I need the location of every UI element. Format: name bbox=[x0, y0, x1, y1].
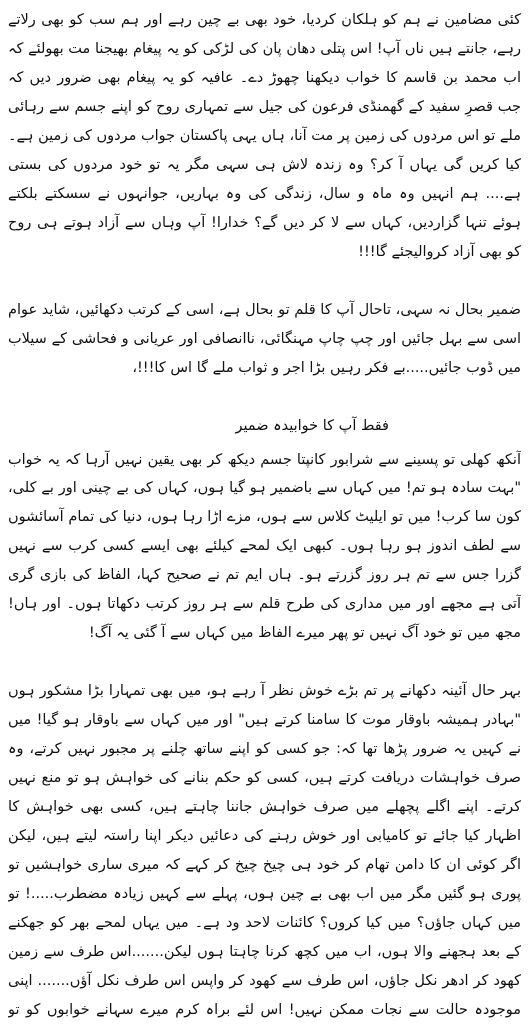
closing-paragraph: میں کہاں جاؤں؟ میں کیا کروں؟ کائنات لاحد ود ہے۔ میں یہاں لمحے بھر کو جھکنے کے بعد ہجھنے والا ہوں، اب میں کچھ کرنا چاہتا ہوں لیکن.......اس طرف سے زمین کھود کر ادھر نکل جاؤں، اس طرف سے کھود کر واپس اس طرف نکل آؤں....... اپنی موجودہ حالت سے نجات ممکن نہیں! اس لئے براہ کرم میرے سہانے خوابوں کو تو bbox=[8, 915, 521, 1018]
intro-line: آنکھ کھلی تو پسینے سے شرابور کانپتا جسم دیکھ کر بھی یقین نہیں آرہا کہ یہ خواب bbox=[8, 452, 521, 468]
conscience-paragraph: ضمیر بحال نہ سہی، تاحال آپ کا قلم تو بحال ہے، اسی کے کرتب دکھائیں، شاید عوام اسی سے بہل جائیں اور چپ چاپ مہنگائی، ناانصافی اور عریانی و فحاشی کے سیلاب میں ڈوب جائیں.....بے فکر رہیں بڑا اجر و ثواب ملے گا اس کا!!!، bbox=[8, 302, 521, 376]
mirror-paragraph: بہر حال آئینہ دکھانے پر تم بڑے خوش نظر آ رہے ہو، میں بھی تمہارا بڑا مشکور ہوں "بہادر ہمیشہ باوقار موت کا سامنا کرتے ہیں" اور میں کہاں سے باوقار ہو گیا! میں نے کہیں یہ ضرور پڑھا تھا کہ: جو کسی کو اپنے ساتھ چلنے پر مجبور نہیں کرتے، وہ صرف خواہشات دریافت کرتے ہیں، کسی کو حکم بنانے کی خواہش ہو تو منع نہیں کرتے۔ اپنے اگلے پچھلے میں صرف خواہش جاننا چاہتے ہیں، کسی بھی خواہش کا اظہار کیا جائے تو کامیابی اور خوش رہنے کی دعائیں دیکر اپنا راستہ لیتے ہیں، لیکن اگر کوئی ان کا دامن تھام کر خود ہی چیخ چیخ کر کہے کہ میری ساری خواہشیں تو پوری ہو گئیں مگر میں اب بھی بے چین ہوں، پہلے سے کہیں زیادہ مضطرب.....! تو bbox=[8, 683, 521, 902]
signature-line: فقط آپ کا خوابیدہ ضمیر bbox=[235, 418, 389, 434]
quote-paragraph: "بہت سادہ ہو تم! میں کہاں سے باضمیر ہو گیا ہوں، کہاں کی بے چینی اور بے کلی، کون سا کرب! میں تو ایلیٹ کلاس سے ہوں، مزے اڑا رہا ہوں، دنیا کی تمام آسائشوں سے لطف اندوز ہو رہا ہوں۔ کبھی ایک لمحے کیلئے بھی ایسے کسی کرب سے نہیں گزرا جس سے تم ہر روز گزرتے ہو۔ ہاں ایم تم نے صحیح کہا، الفاظ کی بازی گری آتی ہے مجھے اور میں مداری کی طرح قلم سے ہر روز کرتب دکھاتا ہوں۔ اور ہاں! مجھ میں تو خود آگ نہیں تو پھر میرے الفاظ میں کہاں سے آ گئی یہ آگ! bbox=[8, 480, 521, 641]
opening-paragraph: کئی مضامین نے ہم کو ہلکان کردیا، خود بھی بے چین رہے اور ہم سب کو بھی رلاتے رہے، جانتے ہیں ناں آپ! اس پتلی دھان پان کی لڑکی کو یہ پیغام بھیجنا مت بھولئے کہ اب محمد بن قاسم کا خواب دیکھنا چھوڑ دے۔ عافیہ کو یہ پیغام بھی ضرور دیں کہ جب قصرِ سفید کے گھمنڈی فرعون کی جیل سے تمہاری روح کو اپنے جسم سے رہائی ملے تو اس مردوں کی زمین پر مت آنا، ہاں یہی پاکستان جواب مردوں کی زمین ہے۔ کیا کریں گی یہاں آ کر؟ وہ زندہ لاش ہی سہی مگر یہ تو خود مردوں کی بستی ہے.... ہم انہیں وہ ماہ و سال، زندگی کی وہ بہاریں، جوانہوں نے سسکتے بلکتے ہوئے تنہا گزاردیں، کہاں سے لا کر دیں گے؟ خدارا! آپ وہاں سے آزاد ہوتے ہی روح کو بھی آزاد کروالیجئے گا!!! bbox=[8, 12, 521, 260]
